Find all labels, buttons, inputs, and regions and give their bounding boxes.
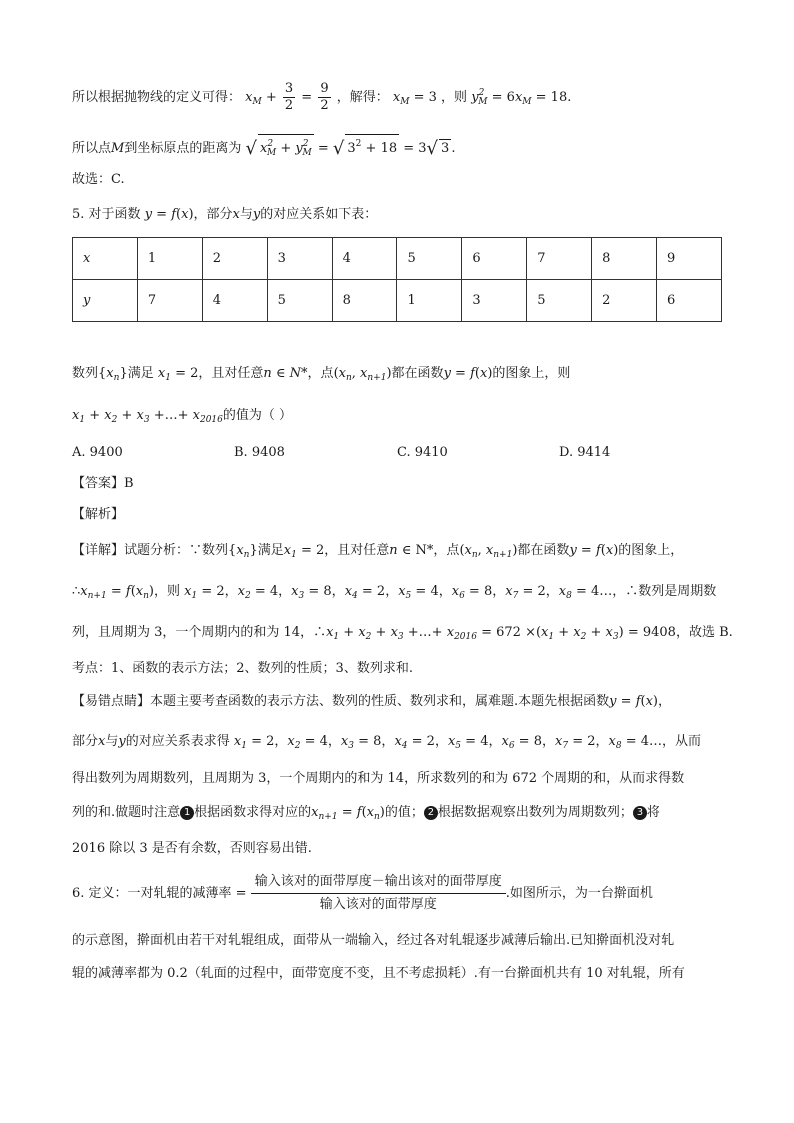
table-cell: 7 [527,238,592,280]
table-header-x: x [73,238,138,280]
q6-line-1: 6. 定义：一对轧辊的减薄率 = $\frac{\text{输入该对的面带厚度－输出该对的面带厚度}}{\text{输入该对的面带厚度}}$ .如图所示，为一台擀面机 [72,874,653,912]
analysis-label: 【解析】 [72,507,125,522]
circled-3-icon: 3 [633,806,647,820]
detail-line-3: 列，且周期为 3，一个周期内的和为 14，$\therefore x_1 + x_2 + x_3$ +…+ $x_{2016} = 672 \times(x_1 + x_2 + x_3) = 9408$，故选 B. [72,625,733,642]
table-cell: 1 [397,280,462,322]
q5-sum-line: $x_1 + x_2 + x_3$ +…+ $x_{2016}$的值为（ ） [72,408,293,425]
choice-b: B. 9408 [234,445,285,460]
detail-line-1: 【详解】试题分析：∵数列$\{x_n\}$满足$x_1 = 2$，且对任意n ∈ N*，点($x_n$, $x_{n+1}$)都在函数y = f(x)的图象上， [72,543,684,560]
math-xm: $x_M$ [245,90,262,107]
table-cell: 5 [527,280,592,322]
prev-line-3: 故选：C. [72,172,125,187]
table-cell: 2 [202,238,267,280]
q6-line-2: 的示意图，擀面机由若干对轧辊组成，面带从一端输入，经过各对轧辊逐步减薄后输出.已知擀面机没对轧 [72,933,675,948]
error-line-4: 列的和.做题时注意 1 根据函数求得对应的$x_{n+1} = f(x_n)$的值； 2 根据数据观察出数列为周期数列； 3 将 [72,805,660,822]
q5-stem: 5. 对于函数 y = f(x)，部分x与y的对应关系如下表： [72,207,378,222]
answer-line [72,474,134,494]
choice-a: A. 9400 [72,445,123,460]
xy-table [72,237,722,322]
choice-c: C. 9410 [397,445,448,460]
table-cell: 9 [657,238,722,280]
answer-value: B [124,476,134,491]
error-line-5: 2016 除以 3 是否有余数，否则容易出错. [72,841,312,856]
choice-d: D. 9414 [559,445,611,460]
circled-1-icon: 1 [180,806,194,820]
table-cell: 1 [137,238,202,280]
table-cell: 8 [592,238,657,280]
error-line-3: 得出数列为周期数列，且周期为 3，一个周期内的和为 14，所求数列的和为 672 个周期的和，从而求得数 [72,771,685,786]
fraction-3-2: $\frac{3}{2}$ [284,81,294,113]
error-line-2: 部分x与y的对应关系表求得 $x_1 = 2$，$x_2 = 4$，$x_3 = 8$，$x_4 = 2$，$x_5 = 4$，$x_6 = 8$，$x_7 = 2$，$x_8$ = 4…，从而 [72,734,702,751]
table-cell: 4 [332,238,397,280]
detail-line-2: $\therefore x_{n+1} = f(x_n)$，则 $x_1 = 2$，$x_2 = 4$，$x_3 = 8$，$x_4 = 2$，$x_5 = 4$，$x_6 = 8$，$x_7 = 2$，$x_8$ = 4…，∴数列是周期数 [72,584,717,601]
table-cell: 6 [462,238,527,280]
q6-line-3: 辊的减薄率都为 0.2（轧面的过程中，面带宽度不变，且不考虑损耗）.有一台擀面机共有 10 对轧辊，所有 [72,966,685,981]
prev-line-1: 所以根据抛物线的定义可得： $x_M$ + $\frac{3}{2}$ = $\frac{9}{2}$ ，解得： $x_M = 3$ ，则 $y^2_M = 6x_M = 18$. [72,81,572,113]
thinning-rate-fraction: $\frac{\text{输入该对的面带厚度－输出该对的面带厚度}}{\text{输入该对的面带厚度}}$ [251,873,506,914]
table-cell: 8 [332,280,397,322]
table-cell: 7 [137,280,202,322]
table-cell: 5 [397,238,462,280]
fraction-9-2: $\frac{9}{2}$ [320,81,329,113]
answer-label: 【答案】 [72,476,125,491]
table-cell: 3 [267,238,332,280]
table-cell: 6 [657,280,722,322]
table-cell: 4 [202,280,267,322]
error-line-1: 【易错点睛】本题主要考查函数的表示方法、数列的性质、数列求和，属难题.本题先根据函数y = f(x)， [72,694,672,709]
table-cell: 2 [592,280,657,322]
table-cell: 3 [462,280,527,322]
q5-sequence-line: 数列$\{x_n\}$满足 $x_1 = 2$，且对任意n ∈ N*，点($x_n$, $x_{n+1}$)都在函数y = f(x)的图象上，则 [72,366,571,383]
table-row-x [73,238,722,280]
prev-line-2: 所以点M到坐标原点的距离为 √ $x^2_M + y^2_M$ = √ $3^2 + 18 = 3√$ 3 . [72,134,455,162]
q5-choices [72,443,722,463]
circled-2-icon: 2 [424,806,438,820]
table-row-y [73,280,722,322]
table-cell: 5 [267,280,332,322]
table-header-y: y [73,280,138,322]
sqrt-expr: $x^2_M + y^2_M$ [258,134,314,162]
kaodian-line: 考点：1、函数的表示方法；2、数列的性质；3、数列求和. [72,661,413,676]
